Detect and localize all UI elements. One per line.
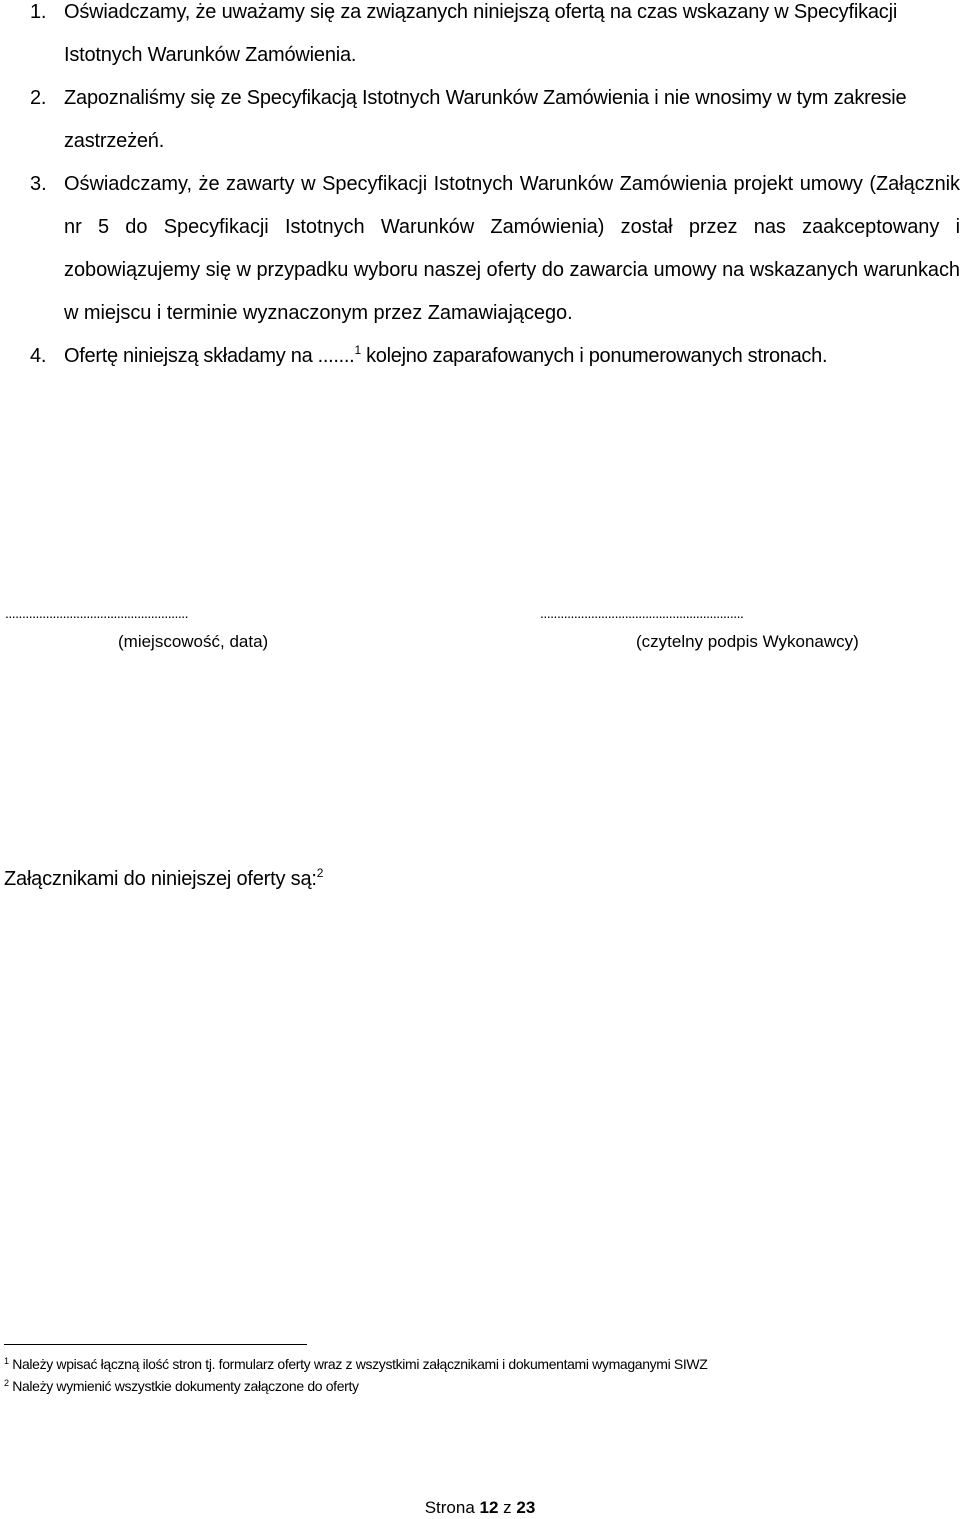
declaration-item-3 xyxy=(30,163,960,335)
item-text: Oświadczamy, że uważamy się za związanych niniejszą ofertą na czas wskazany w Specyfikacji Istotnych Warunków Zamówienia. xyxy=(64,1,898,66)
page-number xyxy=(0,1498,960,1518)
item-text-after: kolejno zaparafowanych i ponumerowanych stronach. xyxy=(360,345,828,367)
footnote-separator xyxy=(4,1344,307,1345)
declaration-item-2 xyxy=(30,77,960,163)
place-date-caption: (miejscowość, data) xyxy=(118,632,269,651)
declaration-item-4 xyxy=(30,335,960,378)
current-page: 12 xyxy=(479,1498,499,1517)
item-number: 1. xyxy=(30,1,47,23)
total-pages: 23 xyxy=(516,1498,536,1517)
item-number: 4. xyxy=(30,345,47,367)
item-text: Zapoznaliśmy się ze Specyfikacją Istotnych Warunków Zamówienia i nie wnosimy w tym zakresie zastrzeżeń. xyxy=(64,87,907,152)
attachments-heading xyxy=(4,868,323,891)
attachments-label: Załącznikami do niniejszej oferty są: xyxy=(4,868,317,890)
declaration-item-1 xyxy=(30,0,960,77)
footnote-ref-2: 2 xyxy=(316,866,324,880)
page-prefix: Strona xyxy=(424,1498,480,1517)
footnote-ref-1: 1 xyxy=(354,343,361,357)
item-text: Oświadczamy, że zawarty w Specyfikacji Istotnych Warunków Zamówienia projekt umowy (Załącznik nr 5 do Specyfikacji Istotnych Warunków Zamówienia) został przez nas zaakceptowany i zobowiązujemy się w przypadku wyboru naszej oferty do zawarcia umowy na wskazanych warunkach w miejscu i terminie wyznaczonym przez Zamawiającego. xyxy=(64,173,960,324)
item-text xyxy=(64,335,960,378)
item-number: 3. xyxy=(30,173,47,195)
footnote-text: Należy wymienić wszystkie dokumenty załączone do oferty xyxy=(8,1378,359,1394)
footnote-marker: 1 xyxy=(4,1356,9,1366)
item-text-before: Ofertę niniejszą składamy na ....... xyxy=(64,345,355,367)
page-separator: z xyxy=(498,1498,517,1517)
signature-caption: (czytelny podpis Wykonawcy) xyxy=(636,632,859,651)
footnote-text: Należy wpisać łączną ilość stron tj. formularz oferty wraz z wszystkimi załącznikami i dokumentami wymaganymi SIWZ xyxy=(8,1356,708,1372)
signature-dotted-line: ............................................................ xyxy=(540,605,744,621)
place-date-dotted-line: ...................................................... xyxy=(5,605,189,621)
footnote-1 xyxy=(4,1356,708,1372)
item-number: 2. xyxy=(30,87,47,109)
footnote-2 xyxy=(4,1378,359,1394)
footnote-marker: 2 xyxy=(4,1378,9,1388)
